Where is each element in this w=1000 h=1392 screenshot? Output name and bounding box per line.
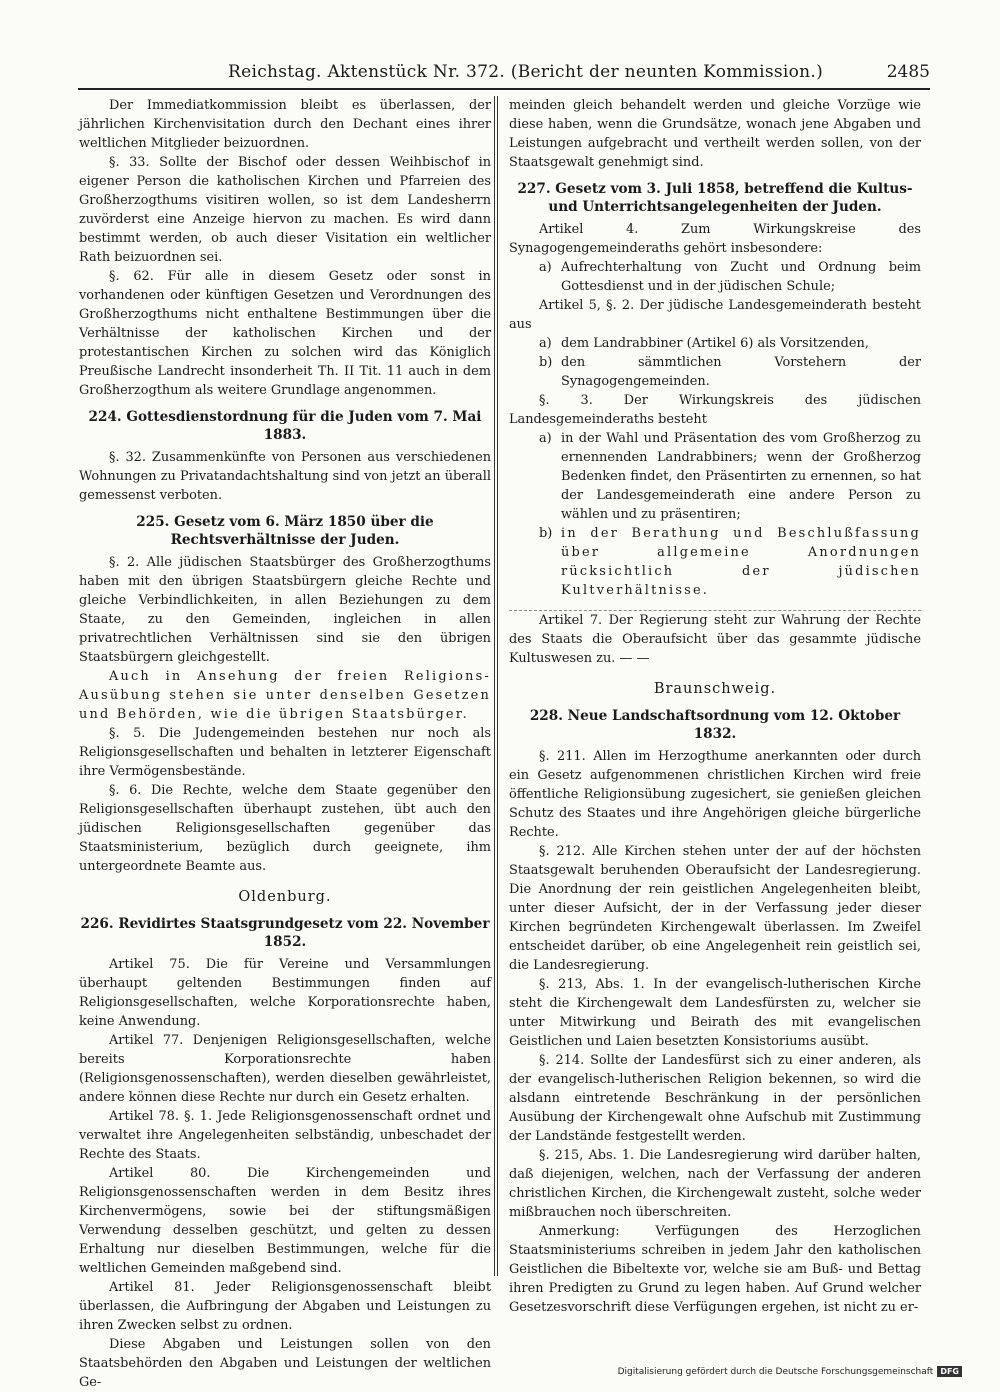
paragraph: Artikel 80. Die Kirchengemeinden und Religionsgenossenschaften werden in dem Besitz ihres Kirchenvermögens, sowie bei der stiftungsmäßigen Verwendung desselben geschützt, und gelten zu dessen Erhaltung nur dieselben Bestimmungen, welche für die weltlichen Gemeinden maßgebend sind. [79,1166,491,1276]
paragraph: §. 212. Alle Kirchen stehen unter der auf der höchsten Staatsgewalt beruhenden Oberaufsicht der Landesregierung. Die Anordnung der rein geistlichen Angelegenheiten bleibt, unter dieser Aufsicht, der in der Verfassung jeder dieser Kirchen begründeten Kirchengewalt überlassen. Im Zweifel entscheidet darüber, ob eine Angelegenheit rein geistlich sei, die Landesregierung. [509,844,921,973]
list-item [539,524,921,600]
list-item-label: a) [539,260,552,275]
list-item [539,258,921,296]
credit-text: Digitalisierung gefördert durch die Deutsche Forschungsgemeinschaft [617,1366,934,1377]
paragraph: §. 214. Sollte der Landesfürst sich zu einer anderen, als der evangelisch-lutherischen Religion bekennen, so wird die alsdann eintretende Beschränkung in der persönlichen Ausübung der Kirchengewalt ohne Aufschub mit Zustimmung der Landstände festgestellt werden. [509,1053,921,1144]
paragraph: §. 6. Die Rechte, welche dem Staate gegenüber den Religionsgesellschaften überhaupt zustehen, übt auch den jüdischen Religionsgesellschaften gegenüber das Staatsministerium, bezüglich durch geeignete, ihm untergeordnete Beamte aus. [79,783,491,874]
paragraph: Auch in Ansehung der freien Religions-Ausübung stehen sie unter denselben Gesetzen und Behörden, wie die übrigen Staatsbürger. [79,669,491,722]
dfg-logo-icon: DFG [937,1366,962,1377]
paragraph: §. 33. Sollte der Bischof oder dessen Weihbischof in eigener Person die katholischen Kirchen und Pfarreien des Großherzogthums visitiren wollen, so ist dem Landesherrn zuvörderst eine Anzeige hiervon zu machen. Es wird dann bestimmt werden, ob auch dieser Visitation ein weltlicher Rath beizuordnen sei. [79,155,491,265]
paragraph: §. 32. Zusammenkünfte von Personen aus verschiedenen Wohnungen zu Privatandachtshaltung sind von jetzt an überall gemessenst verboten. [79,450,491,503]
list-item-text: in der Wahl und Präsentation des vom Großherzog zu ernennenden Landrabbiners; wenn der Großherzog Bedenken findet, den Präsentirten zu ernennen, so hat der Landesgemeinderath eine andere Person zu wählen und zu präsentiren; [561,431,921,522]
paragraph: Anmerkung: Verfügungen des Herzoglichen Staatsministeriums schreiben in jedem Jahr den katholischen Geistlichen die Bibeltexte vor, welche sie am Buß- und Bettag ihren Predigten zu Grund zu legen haben. Auf Grund welcher Gesetzesvorschrift diese Verfügungen ergehen, ist nicht zu er- [509,1224,921,1315]
paragraph: Der Immediatkommission bleibt es überlassen, der jährlichen Kirchenvisitation durch den Dechant eines ihrer weltlichen Mitglieder beizuordnen. [79,98,491,151]
right-column [509,96,921,1317]
page-number: 2485 [886,62,930,82]
paragraph: §. 211. Allen im Herzogthume anerkannten oder durch ein Gesetz aufgenommenen christlichen Kirchen wird freie öffentliche Religionsübung zugesichert, sie genießen gleichen Schutz des Staates und ihre Angehörigen gleiche bürgerliche Rechte. [509,749,921,840]
paragraph: Artikel 81. Jeder Religionsgenossenschaft bleibt überlassen, die Aufbringung der Abgaben und Leistungen zu ihren Zwecken selbst zu ordnen. [79,1280,491,1333]
list-item-text: den sämmtlichen Vorstehern der Synagogengemeinden. [561,355,921,389]
paragraph: §. 62. Für alle in diesem Gesetz oder sonst in vorhandenen oder künftigen Gesetzen und Verordnungen des Großherzogthums nicht enthaltene Bestimmungen über die Verhältnisse der katholischen Kirchen und der protestantischen Kirchen zu solchen wird das Königlich Preußische Landrecht insonderheit Th. II Tit. 11 auch in dem Großherzogthum als weitere Grundlage angenommen. [79,269,491,398]
list-item [539,353,921,391]
list-item-label: a) [539,336,552,351]
column-divider [494,96,495,1276]
list-item [539,429,921,524]
section-heading-224: 224. Gottesdienstordnung für die Juden vom 7. Mai 1883. [88,409,482,443]
paragraph: §. 5. Die Judengemeinden bestehen nur noch als Religionsgesellschaften und behalten in letzterer Eigenschaft ihre Vermögensbestände. [79,726,491,779]
region-heading-oldenburg: Oldenburg. [238,889,332,905]
paragraph: Artikel 7. Der Regierung steht zur Wahrung der Rechte des Staats die Oberaufsicht über das gesammte jüdische Kultuswesen zu. — — [509,613,921,666]
running-title: Reichstag. Aktenstück Nr. 372. (Bericht der neunten Kommission.) [228,62,824,82]
paragraph: §. 213, Abs. 1. In der evangelisch-lutherischen Kirche steht die Kirchengewalt dem Landesfürsten zu, welcher sie unter Mitwirkung und Beirath des mit evangelischen Geistlichen und Laien besetzten Konsistoriums ausübt. [509,977,921,1049]
running-header [78,58,930,90]
list-item-text: Aufrechterhaltung von Zucht und Ordnung beim Gottesdienst und in der jüdischen Schule; [561,260,921,294]
paragraph: §. 2. Alle jüdischen Staatsbürger des Großherzogthums haben mit den übrigen Staatsbürgern gleiche Rechte und gleiche Verbindlichkeiten, in allen Beziehungen zu dem Staate, zu den Gemeinden, ingleichen in allen privatrechtlichen Verhältnissen sind sie den übrigen Staatsbürgern gleichgestellt. [79,555,491,665]
paragraph: meinden gleich behandelt werden und gleiche Vorzüge wie diese haben, wenn die Grundsätze, wonach jene Abgaben und Leistungen aufgebracht und vertheilt werden sollen, von der Staatsgewalt genehmigt sind. [509,98,921,170]
list-item-text: dem Landrabbiner (Artikel 6) als Vorsitzenden, [561,336,869,351]
paragraph: Artikel 5, §. 2. Der jüdische Landesgemeinderath besteht aus [509,298,921,332]
paragraph: §. 3. Der Wirkungskreis des jüdischen Landesgemeinderaths besteht [509,393,921,427]
left-column [79,96,491,1392]
paragraph: Artikel 77. Denjenigen Religionsgesellschaften, welche bereits Korporationsrechte haben (Religionsgenossenschaften), werden dieselben gewährleistet, andere können diese Rechte nur durch ein Gesetz erhalten. [79,1033,491,1105]
paragraph: Artikel 75. Die für Vereine und Versammlungen überhaupt geltenden Bestimmungen finden auf Religionsgesellschaften, welche Korporationsrechte haben, keine Anwendung. [79,957,491,1029]
list-item-text: in der Berathung und Beschlußfassung über allgemeine Anordnungen rücksichtlich der jüdischen Kultverhältnisse. [561,526,921,598]
column-divider-inner [497,96,498,1276]
paragraph: Diese Abgaben und Leistungen sollen von den Staatsbehörden den Abgaben und Leistungen der weltlichen Ge- [79,1337,491,1390]
section-heading-226: 226. Revidirtes Staatsgrundgesetz vom 22. November 1852. [80,916,490,950]
list-item-label: b) [539,355,553,370]
list-item [539,334,921,353]
paragraph: §. 215, Abs. 1. Die Landesregierung wird darüber halten, daß diejenigen, welchen, nach der Verfassung der anderen christlichen Kirchen, die Kirchengewalt zusteht, solche weder mißbrauchen noch überschreiten. [509,1148,921,1220]
region-heading-braunschweig: Braunschweig. [653,681,777,697]
list-item-label: b) [539,526,553,541]
paragraph: Artikel 78. §. 1. Jede Religionsgenossenschaft ordnet und verwaltet ihre Angelegenheiten selbständig, unbeschadet der Rechte des Staats. [79,1109,491,1162]
section-heading-227: 227. Gesetz vom 3. Juli 1858, betreffend die Kultus- und Unterrichtsangelegenheiten der Juden. [517,181,913,215]
section-heading-225: 225. Gesetz vom 6. März 1850 über die Rechtsverhältnisse der Juden. [136,514,434,548]
list-item-label: a) [539,431,552,446]
digitization-credit [618,1366,962,1377]
section-heading-228: 228. Neue Landschaftsordnung vom 12. Oktober 1832. [529,708,901,742]
paragraph: Artikel 4. Zum Wirkungskreise des Synagogengemeinderaths gehört insbesondere: [509,222,921,256]
